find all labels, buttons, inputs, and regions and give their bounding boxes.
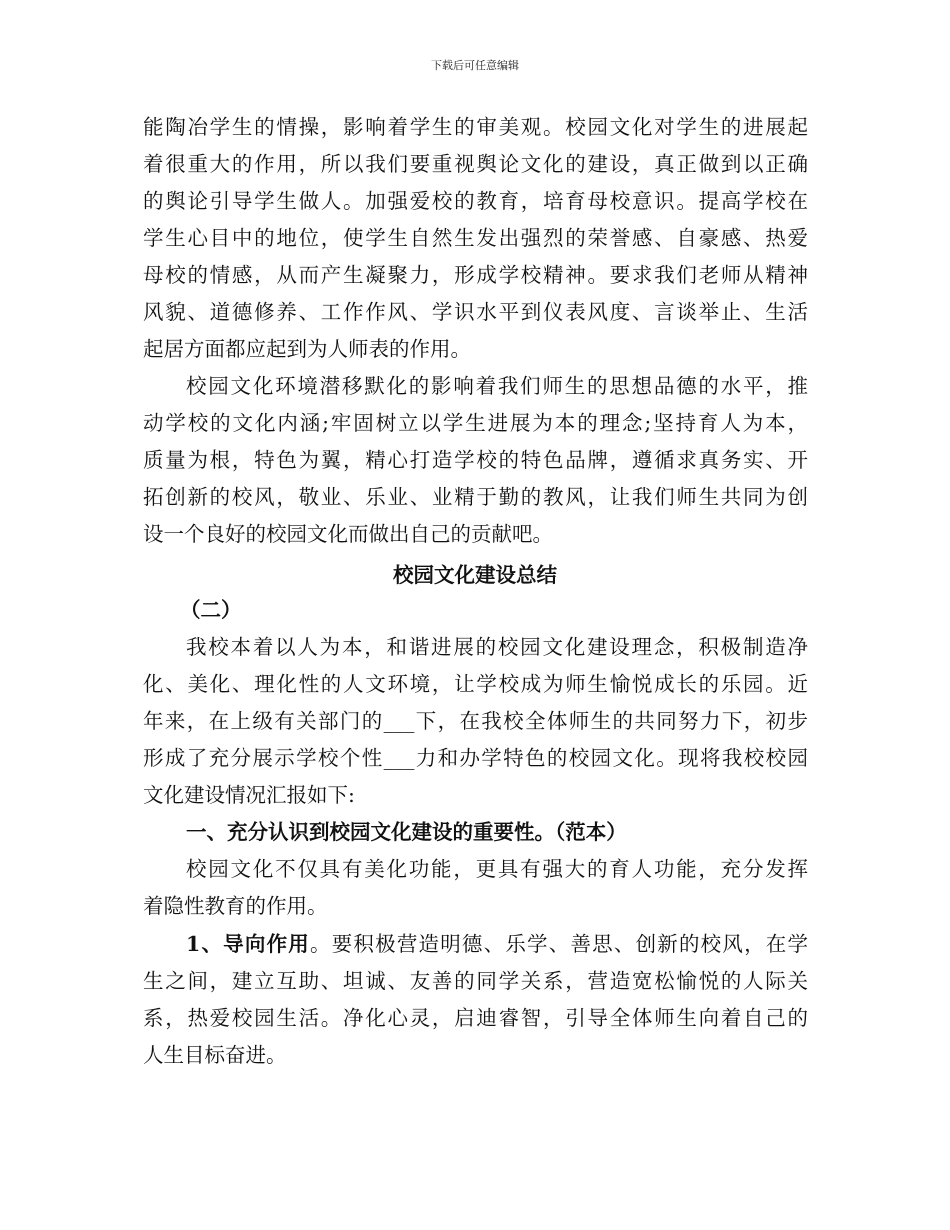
paragraph-line: 着很重大的作用，所以我们要重视舆论文化的建设，真正做到以正确 — [143, 152, 808, 176]
paragraph-line: 动学校的文化内涵;牢固树立以学生进展为本的理念;坚持育人为本， — [143, 411, 808, 435]
paragraph-line: 起居方面都应起到为人师表的作用。 — [143, 337, 471, 361]
paragraph-line: 设一个良好的校园文化而做出自己的贡献吧。 — [143, 522, 553, 546]
section-subtitle: （二） — [180, 598, 242, 622]
paragraph-line — [186, 928, 808, 960]
paragraph-line: 风貌、道德修养、工作作风、学识水平到仪表风度、言谈举止、生活 — [143, 300, 808, 324]
paragraph-text: 。要积极营造明德、乐学、善思、创新的校风，在学 — [310, 932, 809, 956]
header-note: 下载后可任意编辑 — [431, 59, 519, 72]
paragraph-line: 化、美化、理化性的人文环境，让学校成为师生愉悦成长的乐园。近 — [143, 672, 808, 696]
paragraph-line: 形成了充分展示学校个性___力和办学特色的校园文化。现将我校校园 — [143, 746, 808, 770]
paragraph-line: 年来，在上级有关部门的___下，在我校全体师生的共同努力下，初步 — [143, 709, 808, 733]
paragraph-line: 拓创新的校风，敬业、乐业、业精于勤的教风，让我们师生共同为创 — [143, 485, 808, 509]
paragraph-line: 的舆论引导学生做人。加强爱校的教育，培育母校意识。提高学校在 — [143, 189, 808, 213]
paragraph-line: 生之间，建立互助、坦诚、友善的同学关系，营造宽松愉悦的人际关 — [143, 969, 808, 993]
section-heading: 一、充分认识到校园文化建设的重要性。（范本） — [186, 820, 627, 844]
paragraph-line: 母校的情感，从而产生凝聚力，形成学校精神。要求我们老师从精神 — [143, 263, 808, 287]
paragraph-line: 系，热爱校园生活。净化心灵，启迪睿智，引导全体师生向着自己的 — [143, 1006, 808, 1030]
section-title: 校园文化建设总结 — [393, 563, 557, 587]
paragraph-line: 校园文化环境潜移默化的影响着我们师生的思想品德的水平，推 — [186, 374, 808, 398]
paragraph-line: 着隐性教育的作用。 — [143, 894, 328, 918]
paragraph-lead: 1、导向作用 — [186, 932, 310, 956]
paragraph-line: 文化建设情况汇报如下: — [143, 783, 355, 807]
paragraph-line: 质量为根，特色为翼，精心打造学校的特色品牌，遵循求真务实、开 — [143, 448, 808, 472]
paragraph-line: 校园文化不仅具有美化功能，更具有强大的育人功能，充分发挥 — [186, 857, 808, 881]
paragraph-line: 人生目标奋进。 — [143, 1043, 287, 1067]
paragraph-line: 能陶冶学生的情操，影响着学生的审美观。校园文化对学生的进展起 — [143, 115, 808, 139]
paragraph-line: 我校本着以人为本，和谐进展的校园文化建设理念，积极制造净 — [186, 635, 808, 659]
paragraph-line: 学生心目中的地位，使学生自然生发出强烈的荣誉感、自豪感、热爱 — [143, 226, 808, 250]
